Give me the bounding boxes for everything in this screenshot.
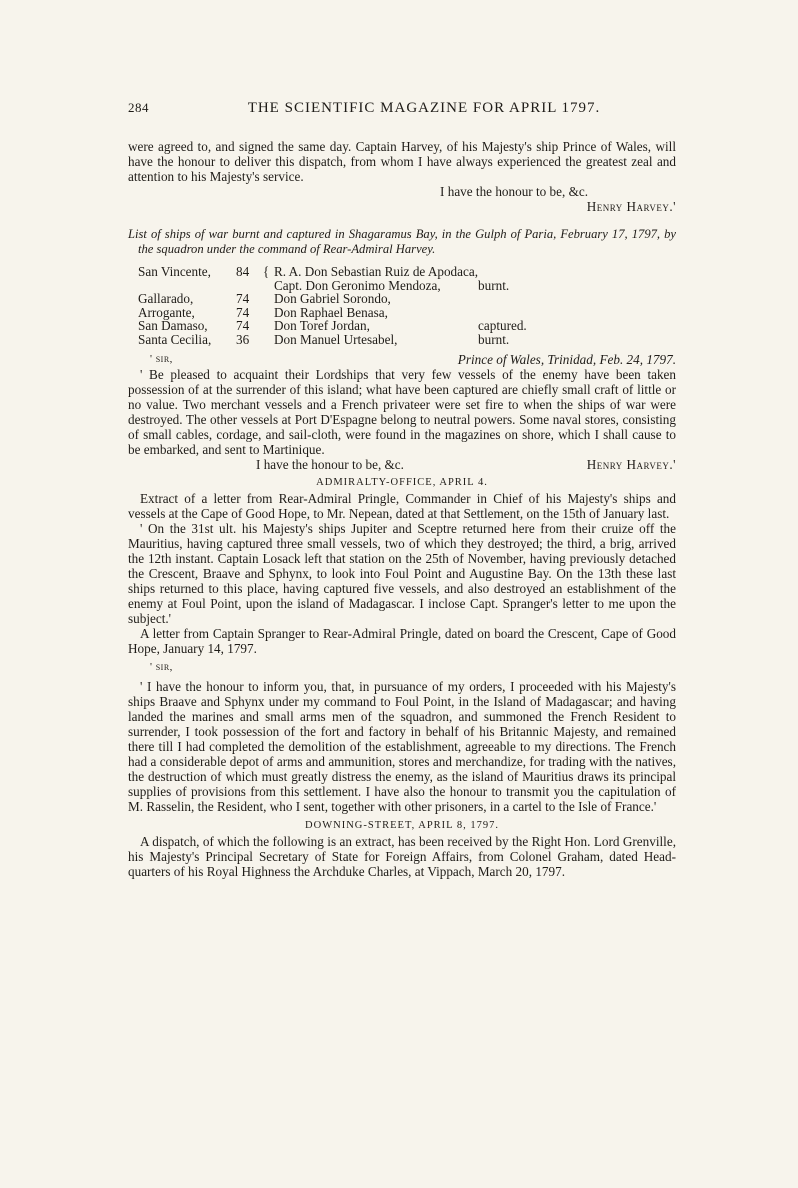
ship-guns	[236, 279, 258, 293]
ship-fate: captured.	[478, 318, 527, 333]
second-letter-signature: Henry Harvey.'	[586, 457, 676, 472]
ship-guns: 84	[236, 264, 250, 279]
ship-brace	[258, 319, 274, 333]
ship-row	[138, 265, 558, 279]
admiralty-intro: Extract of a letter from Rear-Admiral Pringle, Commander in Chief of his Majesty's ships and vessels at the Cape of Good Hope, to Mr. Nepean, dated at that Settlement, on the 15th of January last.	[128, 491, 676, 521]
ship-commander: Capt. Don Geronimo Mendoza,	[274, 277, 441, 293]
ship-brace	[258, 333, 274, 347]
spranger-salutation: ' sir,	[150, 661, 173, 673]
page-number: 284	[128, 100, 149, 115]
magazine-page	[128, 100, 676, 879]
ship-brace	[258, 279, 274, 293]
spranger-letter-intro: A letter from Captain Spranger to Rear-Admiral Pringle, dated on board the Crescent, Cape of Good Hope, January 14, 1797.	[128, 626, 676, 656]
downing-heading: DOWNING-STREET, APRIL 8, 1797.	[305, 820, 499, 831]
second-letter-closing-row	[128, 457, 676, 472]
ship-row	[138, 319, 558, 333]
ship-row	[138, 333, 558, 347]
admiralty-heading: ADMIRALTY-OFFICE, APRIL 4.	[316, 477, 488, 488]
ship-commander: Don Gabriel Sorondo,	[274, 291, 391, 306]
ship-guns: 36	[236, 331, 250, 347]
ship-name: San Damaso,	[138, 318, 208, 333]
ship-guns: 74	[236, 318, 250, 333]
ship-row	[138, 279, 558, 293]
ship-row	[138, 292, 558, 306]
ship-name: San Vincente,	[138, 264, 211, 279]
harvey-signature: Henry Harvey.'	[586, 199, 676, 214]
ship-brace	[258, 292, 274, 306]
ship-fate	[478, 292, 558, 306]
ship-commander: R. A. Don Sebastian Ruiz de Apodaca,	[274, 264, 479, 279]
ship-brace: {	[262, 264, 270, 279]
ship-fate	[478, 306, 558, 320]
ship-row	[138, 306, 558, 320]
ship-commander: Don Toref Jordan,	[274, 318, 370, 333]
harvey-closing-paragraph: were agreed to, and signed the same day. Captain Harvey, of his Majesty's ship Prince of Wales, will have the honour to deliver this dispatch, from whom I have always experienced the greatest zeal and attention to his Majesty's service.	[128, 139, 676, 184]
ship-commander: Don Manuel Urtesabel,	[274, 331, 398, 347]
second-letter-dateline-row	[128, 352, 676, 367]
ship-guns: 74	[236, 304, 250, 320]
ship-name: Santa Cecilia,	[138, 331, 212, 347]
ship-brace	[258, 306, 274, 320]
downing-body: A dispatch, of which the following is an extract, has been received by the Right Hon. Lord Grenville, his Majesty's Principal Secretary of State for Foreign Affairs, from Colonel Graham, dated Head-quarters of his Royal Highness the Archduke Charles, at Vippach, March 20, 1797.	[128, 834, 676, 879]
second-letter-salutation: ' sir,	[150, 353, 173, 365]
ship-fate: burnt.	[478, 277, 510, 293]
ship-commander: Don Raphael Benasa,	[274, 304, 388, 320]
ship-name: Arrogante,	[138, 304, 195, 320]
harvey-closing: I have the honour to be, &c.	[440, 184, 588, 199]
ship-fate	[478, 265, 558, 279]
running-title: THE SCIENTIFIC MAGAZINE FOR APRIL 1797.	[247, 100, 601, 116]
spranger-letter-body: ' I have the honour to inform you, that, in pursuance of my orders, I proceeded with his Majesty's ships Braave and Sphynx under my command to Foul Point, in the Island of Madagascar; and having landed the marines and small arms men of the squadron, and summoned the French Resident to surrender, I took possession of the fort and factory in behalf of his Britannic Majesty, and remained there till I had completed the demolition of the establishment, agreeable to my directions. The French had a considerable depot of arms and ammunition, stores and merchandize, for trading with the natives, the destruction of which must greatly distress the enemy, as the island of Mauritius draws its principal supplies of provisions from this settlement. I have also the honour to transmit you the capitulation of M. Rasselin, the Resident, who I sent, together with other prisoners, in a cartel to the Isle of France.'	[128, 679, 676, 814]
harvey-closing-row	[128, 184, 676, 199]
second-letter-dateline: Prince of Wales, Trinidad, Feb. 24, 1797.	[457, 352, 676, 367]
running-header	[128, 100, 676, 117]
second-letter-body: ' Be pleased to acquaint their Lordships that very few vessels of the enemy have been taken possession of at the surrender of this island; what have been captured are chiefly small craft of little or no value. Two merchant vessels and a French privateer were set fire to when the ships of war were destroyed. The other vessels at Port D'Espagne belong to neutral powers. Some naval stores, consisting of small cables, cordage, and sail-cloth, were found in the magazines on shore, which I shall cause to be embarked, and sent to Martinique.	[128, 367, 676, 457]
ship-name	[138, 279, 236, 293]
second-letter-closing: I have the honour to be, &c.	[256, 457, 404, 472]
ship-list-title: List of ships of war burnt and captured in Shagaramus Bay, in the Gulph of Paria, February 17, 1797, by the squadron under the command of Rear-Admiral Harvey.	[128, 227, 676, 256]
ship-list-table	[138, 265, 558, 346]
ship-name: Gallarado,	[138, 291, 194, 306]
ship-guns: 74	[236, 291, 250, 306]
pringle-letter-body: ' On the 31st ult. his Majesty's ships Jupiter and Sceptre returned here from their cruize off the Mauritius, having captured three small vessels, two of which they destroyed; the third, a brig, arrived the 12th instant. Captain Losack left that station on the 25th of November, having previously detached the Crescent, Braave and Sphynx, to look into Foul Point and Augustine Bay. On the 13th these last ships returned to this place, having captured five vessels, and also destroyed an establishment of the enemy at Foul Point, upon the island of Madagascar. I inclose Capt. Spranger's letter to me upon the subject.'	[128, 521, 676, 626]
ship-fate: burnt.	[478, 331, 510, 347]
